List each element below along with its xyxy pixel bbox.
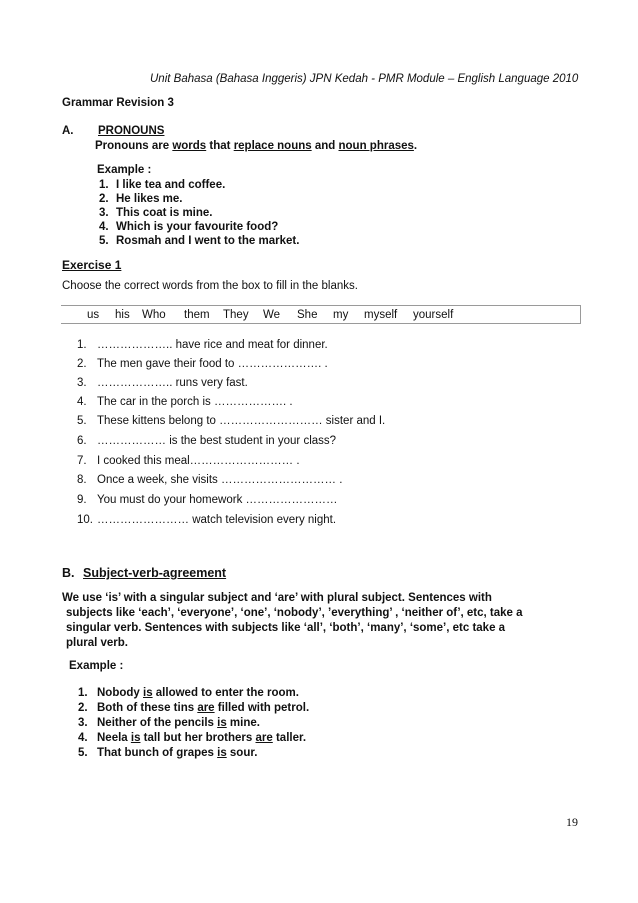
question-text: ……………… is the best student in your class? — [97, 435, 337, 447]
rule-paragraph-line: subjects like ‘each’, ‘everyone’, ‘one’, ‘nobody’, ’everything’ , ‘neither of’, etc, take a — [66, 607, 523, 619]
question-number: 4. — [77, 396, 87, 408]
question-number: 6. — [77, 435, 87, 447]
question-number: 2. — [77, 358, 87, 370]
sva-example-item — [78, 717, 260, 729]
item-text: Rosmah and I went to the market. — [116, 235, 300, 247]
pronoun-example-item — [99, 235, 299, 247]
exercise-question — [77, 377, 248, 389]
definition-part: Pronouns are — [95, 140, 173, 152]
item-text: mine. — [226, 717, 260, 729]
word-box-word: myself — [364, 309, 398, 321]
item-number: 5. — [99, 235, 109, 247]
exercise-question — [77, 474, 342, 486]
example-label: Example : — [69, 660, 124, 672]
definition-part: and — [311, 140, 339, 152]
word-box-word: Who — [142, 309, 166, 321]
question-number: 3. — [77, 377, 87, 389]
exercise-question — [77, 435, 336, 447]
item-text: Both of these tins — [97, 702, 198, 714]
definition-part: . — [413, 140, 418, 152]
item-number: 2. — [99, 193, 109, 205]
section-a-letter: A. — [62, 125, 74, 137]
item-number: 5. — [78, 747, 88, 759]
definition-key-term: noun phrases — [338, 140, 414, 152]
verb-highlight: is — [130, 732, 141, 744]
item-text: Neela — [97, 732, 131, 744]
item-number: 3. — [99, 207, 109, 219]
running-header: Unit Bahasa (Bahasa Inggeris) JPN Kedah - PMR Module – English Language 2010 — [150, 73, 579, 85]
pronoun-definition — [95, 140, 417, 152]
word-box-word: us — [87, 309, 100, 321]
item-number: 4. — [99, 221, 109, 233]
exercise-question — [77, 494, 338, 506]
page-title: Grammar Revision 3 — [62, 97, 174, 109]
word-box — [61, 305, 581, 324]
item-text: filled with petrol. — [214, 702, 310, 714]
item-number: 1. — [99, 179, 109, 191]
question-text: You must do your homework …………………… — [97, 494, 338, 506]
pronoun-example-item — [99, 179, 225, 191]
question-number: 8. — [77, 474, 87, 486]
item-number: 2. — [78, 702, 88, 714]
verb-highlight: is — [143, 687, 153, 699]
item-text: tall but her brothers — [140, 732, 256, 744]
section-b-title: Subject-verb-agreement — [83, 566, 227, 580]
word-box-word: They — [223, 309, 249, 321]
item-text: taller. — [272, 732, 307, 744]
verb-highlight: is — [217, 747, 227, 759]
pronoun-example-item — [99, 221, 278, 233]
definition-key-term: replace nouns — [233, 140, 312, 152]
item-number: 1. — [78, 687, 88, 699]
question-number: 9. — [77, 494, 87, 506]
exercise-question — [77, 455, 300, 467]
question-text: The car in the porch is ………………. . — [97, 396, 293, 408]
rule-paragraph-line: singular verb. Sentences with subjects like ‘all’, ‘both’, ‘many’, ‘some’, etc take a — [66, 622, 506, 634]
pronoun-example-item — [99, 193, 182, 205]
question-text: Once a week, she visits ………………………… . — [97, 474, 343, 486]
definition-part: that — [206, 140, 234, 152]
section-a-title: PRONOUNS — [98, 125, 165, 137]
question-text: ……………….. runs very fast. — [97, 377, 248, 389]
question-number: 10. — [77, 514, 93, 526]
pronoun-example-item — [99, 207, 213, 219]
item-text: This coat is mine. — [116, 207, 213, 219]
word-box-word: my — [333, 309, 349, 321]
question-text: These kittens belong to ……………………… sister and I. — [97, 415, 386, 427]
rule-paragraph-line: We use ‘is’ with a singular subject and ‘are’ with plural subject. Sentences with — [62, 592, 492, 604]
question-number: 7. — [77, 455, 87, 467]
item-text: sour. — [226, 747, 258, 759]
item-text: I like tea and coffee. — [116, 179, 226, 191]
word-box-word: them — [184, 309, 210, 321]
question-number: 1. — [77, 339, 87, 351]
exercise-question — [77, 514, 336, 526]
question-text: The men gave their food to …………………. . — [97, 358, 328, 370]
item-text: That bunch of grapes — [97, 747, 218, 759]
question-text: ……………….. have rice and meat for dinner. — [97, 339, 328, 351]
question-text: I cooked this meal……………………… . — [97, 455, 300, 467]
word-box-word: We — [263, 309, 281, 321]
page-number: 19 — [566, 815, 578, 829]
word-box-word: yourself — [413, 309, 454, 321]
item-text: allowed to enter the room. — [152, 687, 299, 699]
rule-paragraph-line: plural verb. — [66, 637, 128, 649]
question-text: …………………… watch television every night. — [97, 514, 337, 526]
word-box-word: She — [297, 309, 318, 321]
word-box-word: his — [115, 309, 130, 321]
verb-highlight: are — [197, 702, 215, 714]
item-number: 3. — [78, 717, 88, 729]
sva-example-item — [78, 687, 299, 699]
exercise-question — [77, 396, 293, 408]
exercise-title: Exercise 1 — [62, 258, 122, 272]
sva-example-item — [78, 747, 257, 759]
exercise-question — [77, 358, 328, 370]
definition-key-term: words — [172, 140, 207, 152]
verb-highlight: is — [217, 717, 227, 729]
section-b-letter: B. — [62, 566, 75, 580]
sva-example-item — [78, 732, 306, 744]
item-text: Which is your favourite food? — [116, 221, 279, 233]
exercise-question — [77, 339, 328, 351]
question-number: 5. — [77, 415, 87, 427]
item-text: Nobody — [97, 687, 143, 699]
item-text: He likes me. — [116, 193, 183, 205]
item-text: Neither of the pencils — [97, 717, 218, 729]
item-number: 4. — [78, 732, 88, 744]
exercise-instruction: Choose the correct words from the box to fill in the blanks. — [62, 280, 358, 292]
example-label: Example : — [97, 164, 152, 176]
exercise-question — [77, 415, 385, 427]
verb-highlight: are — [255, 732, 273, 744]
sva-example-item — [78, 702, 309, 714]
